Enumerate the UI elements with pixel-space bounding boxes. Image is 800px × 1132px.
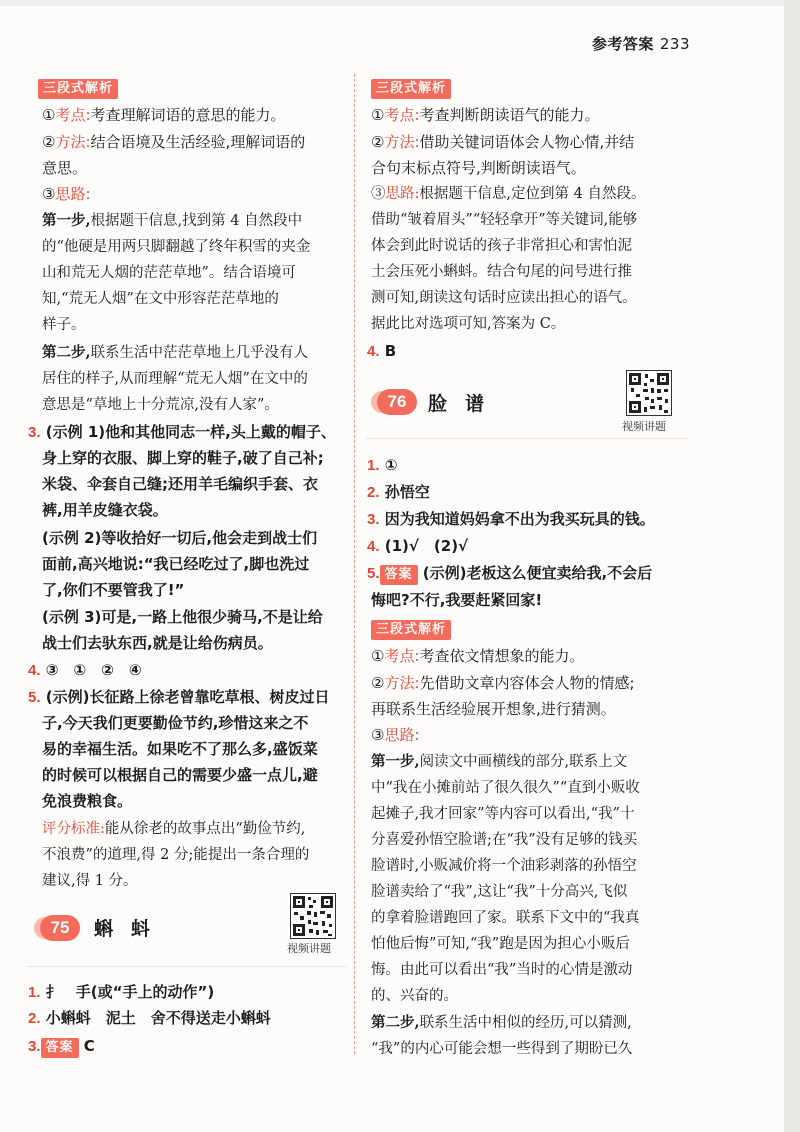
analysis-tag: 三段式解析 xyxy=(38,76,118,99)
lesson-number-badge: 75 xyxy=(40,915,80,941)
analysis-text: 再联系生活经验展开想象,进行猜测。 xyxy=(371,700,616,718)
answer-text: 子,今天我们更要勤俭节约,珍惜这来之不 xyxy=(42,714,309,732)
page-header xyxy=(592,33,690,54)
step-text: 中“我在小摊前站了很久很久”“直到小贩收 xyxy=(371,780,640,796)
step-text: 的、兴奋的。 xyxy=(371,988,458,1004)
header-title: 参考答案 xyxy=(591,35,654,53)
answer-1: 1. 扌 手(或“手上的动作”) xyxy=(28,983,215,1001)
answer-4: 4. ③ ① ② ④ xyxy=(28,661,142,679)
step-text: 知,“荒无人烟”在文中形容茫茫草地的 xyxy=(42,291,279,307)
answer-text: 的时候可以根据自己的需要少盛一点儿,避 xyxy=(42,766,318,784)
answer-3: 3. (示例 1)他和其他同志一样,头上戴的帽子、 xyxy=(28,423,336,441)
step-text: 第二步,联系生活中相似的经历,可以猜测, xyxy=(371,1014,632,1031)
answer-2: 2. 小蝌蚪 泥土 舍不得送走小蝌蚪 xyxy=(28,1009,271,1027)
dotted-separator xyxy=(28,966,348,967)
answer-3: 3. 答案 C xyxy=(28,1035,95,1058)
analysis-point-3: ③思路:根据题干信息,定位到第 4 自然段。 xyxy=(371,186,646,202)
page-number: 233 xyxy=(659,35,690,53)
analysis-text: 意思。 xyxy=(42,159,88,177)
analysis-point-3: ③思路: xyxy=(42,185,91,203)
answer-tag: 答案 xyxy=(380,565,418,585)
analysis-point-1: ①考点:考查依文情想象的能力。 xyxy=(371,647,585,665)
step-text: 起摊子,我才回家”等内容可以看出,“我”十 xyxy=(371,806,635,822)
answer-1: 1. ① xyxy=(367,456,398,474)
step-text: 样子。 xyxy=(42,317,86,333)
answer-text: 易的幸福生活。如果吃不了那么多,盛饭菜 xyxy=(42,740,318,758)
column-divider xyxy=(354,74,355,1054)
answer-text: 免浪费粮食。 xyxy=(42,792,133,810)
analysis-point-1: ①考点:考查理解词语的意思的能力。 xyxy=(42,106,286,124)
step-text: 的“他硬是用两只脚翻越了终年积雪的夹金 xyxy=(42,239,311,255)
answer-text: 战士们去驮东西,就是让给伤病员。 xyxy=(42,634,273,652)
step-text: 的拿着脸谱跑回了家。联系下文中的“我真 xyxy=(371,910,640,926)
lesson-number-badge: 76 xyxy=(377,389,417,415)
step-text: 据此比对选项可知,答案为 C。 xyxy=(371,316,566,332)
lesson-title: 蝌蚪 xyxy=(94,918,169,940)
step-text: 居住的样子,从而理解“荒无人烟”在文中的 xyxy=(42,371,308,387)
step-text: 分喜爱孙悟空脸谱;在“我”没有足够的钱买 xyxy=(371,832,638,848)
step-text: 第一步,根据题干信息,找到第 4 自然段中 xyxy=(42,212,303,229)
answer-text: 悔吧?不行,我要赶紧回家! xyxy=(371,591,543,609)
qr-code-icon[interactable] xyxy=(290,893,336,939)
answer-text: 面前,高兴地说:“我已经吃过了,脚也洗过 xyxy=(42,555,310,573)
step-text: “我”的内心可能会想一些得到了期盼已久 xyxy=(371,1041,633,1057)
step-text: 山和荒无人烟的茫茫草地”。结合语境可 xyxy=(42,265,296,281)
answer-text: (示例 2)等收拾好一切后,他会走到战士们 xyxy=(42,529,318,547)
answer-text: 了,你们不要管我了!” xyxy=(42,581,185,599)
answer-text: (示例 3)可是,一路上他很少骑马,不是让给 xyxy=(42,608,323,626)
answer-4: 4. B xyxy=(367,342,397,360)
step-text: 第二步,联系生活中茫茫草地上几乎没有人 xyxy=(42,344,309,361)
qr-code-icon[interactable] xyxy=(626,370,672,416)
answer-5: 5. (示例)长征路上徐老曾靠吃草根、树皮过日 xyxy=(28,688,330,706)
step-text: 第一步,阅读文中画横线的部分,联系上文 xyxy=(371,753,628,770)
dotted-separator xyxy=(367,438,687,439)
video-explanation-label: 视频讲题 xyxy=(287,942,331,955)
step-text: 怕他后悔”可知,“我”跑是因为担心小贩后 xyxy=(371,936,630,952)
step-text: 脸谱卖给了“我”,这让“我”十分高兴,飞似 xyxy=(371,884,628,900)
analysis-point-2: ②方法:借助关键词语体会人物心情,并结 xyxy=(371,133,635,151)
step-text: 测可知,朗读这句话时应读出担心的语气。 xyxy=(371,290,637,306)
step-text: 意思是“草地上十分荒凉,没有人家”。 xyxy=(42,397,279,413)
step-text: 脸谱时,小贩减价将一个油彩剥落的孙悟空 xyxy=(371,858,637,874)
analysis-point-2: ②方法:结合语境及生活经验,理解词语的 xyxy=(42,133,306,151)
analysis-point-1: ①考点:考查判断朗读语气的能力。 xyxy=(371,106,600,124)
answer-2: 2. 孙悟空 xyxy=(367,483,430,501)
step-text: 悔。由此可以看出“我”当时的心情是激动 xyxy=(371,962,633,978)
scoring-text: 不浪费”的道理,得 2 分;能提出一条合理的 xyxy=(42,847,310,863)
answer-4: 4. (1)√ (2)√ xyxy=(367,537,469,555)
step-text: 体会到此时说话的孩子非常担心和害怕泥 xyxy=(371,238,632,254)
scoring-text: 建议,得 1 分。 xyxy=(42,873,138,889)
step-text: 土会压死小蝌蚪。结合句尾的问号进行推 xyxy=(371,264,632,280)
scoring-criteria: 评分标准:能从徐老的故事点出“勤俭节约, xyxy=(42,821,306,837)
answer-tag: 答案 xyxy=(41,1038,79,1058)
answer-text: 裤,用羊皮缝衣袋。 xyxy=(42,501,168,519)
analysis-text: 合句末标点符号,判断朗读语气。 xyxy=(371,159,586,177)
lesson-title: 脸谱 xyxy=(428,393,503,415)
analysis-point-2: ②方法:先借助文章内容体会人物的情感; xyxy=(371,674,635,692)
video-explanation-label: 视频讲题 xyxy=(622,420,666,433)
answer-text: 身上穿的衣服、脚上穿的鞋子,破了自己补; xyxy=(42,449,324,467)
answer-5: 5. 答案 (示例)老板这么便宜卖给我,不会后 xyxy=(367,562,652,585)
page-right-edge xyxy=(784,0,800,1132)
answer-text: 米袋、伞套自己缝;还用羊毛编织手套、衣 xyxy=(42,475,319,493)
step-text: 借助“皱着眉头”“轻轻拿开”等关键词,能够 xyxy=(371,212,638,228)
analysis-point-3: ③思路: xyxy=(371,726,420,744)
analysis-tag: 三段式解析 xyxy=(371,617,451,640)
page-top-edge xyxy=(0,0,784,6)
analysis-tag: 三段式解析 xyxy=(371,76,451,99)
answer-3: 3. 因为我知道妈妈拿不出为我买玩具的钱。 xyxy=(367,510,655,528)
